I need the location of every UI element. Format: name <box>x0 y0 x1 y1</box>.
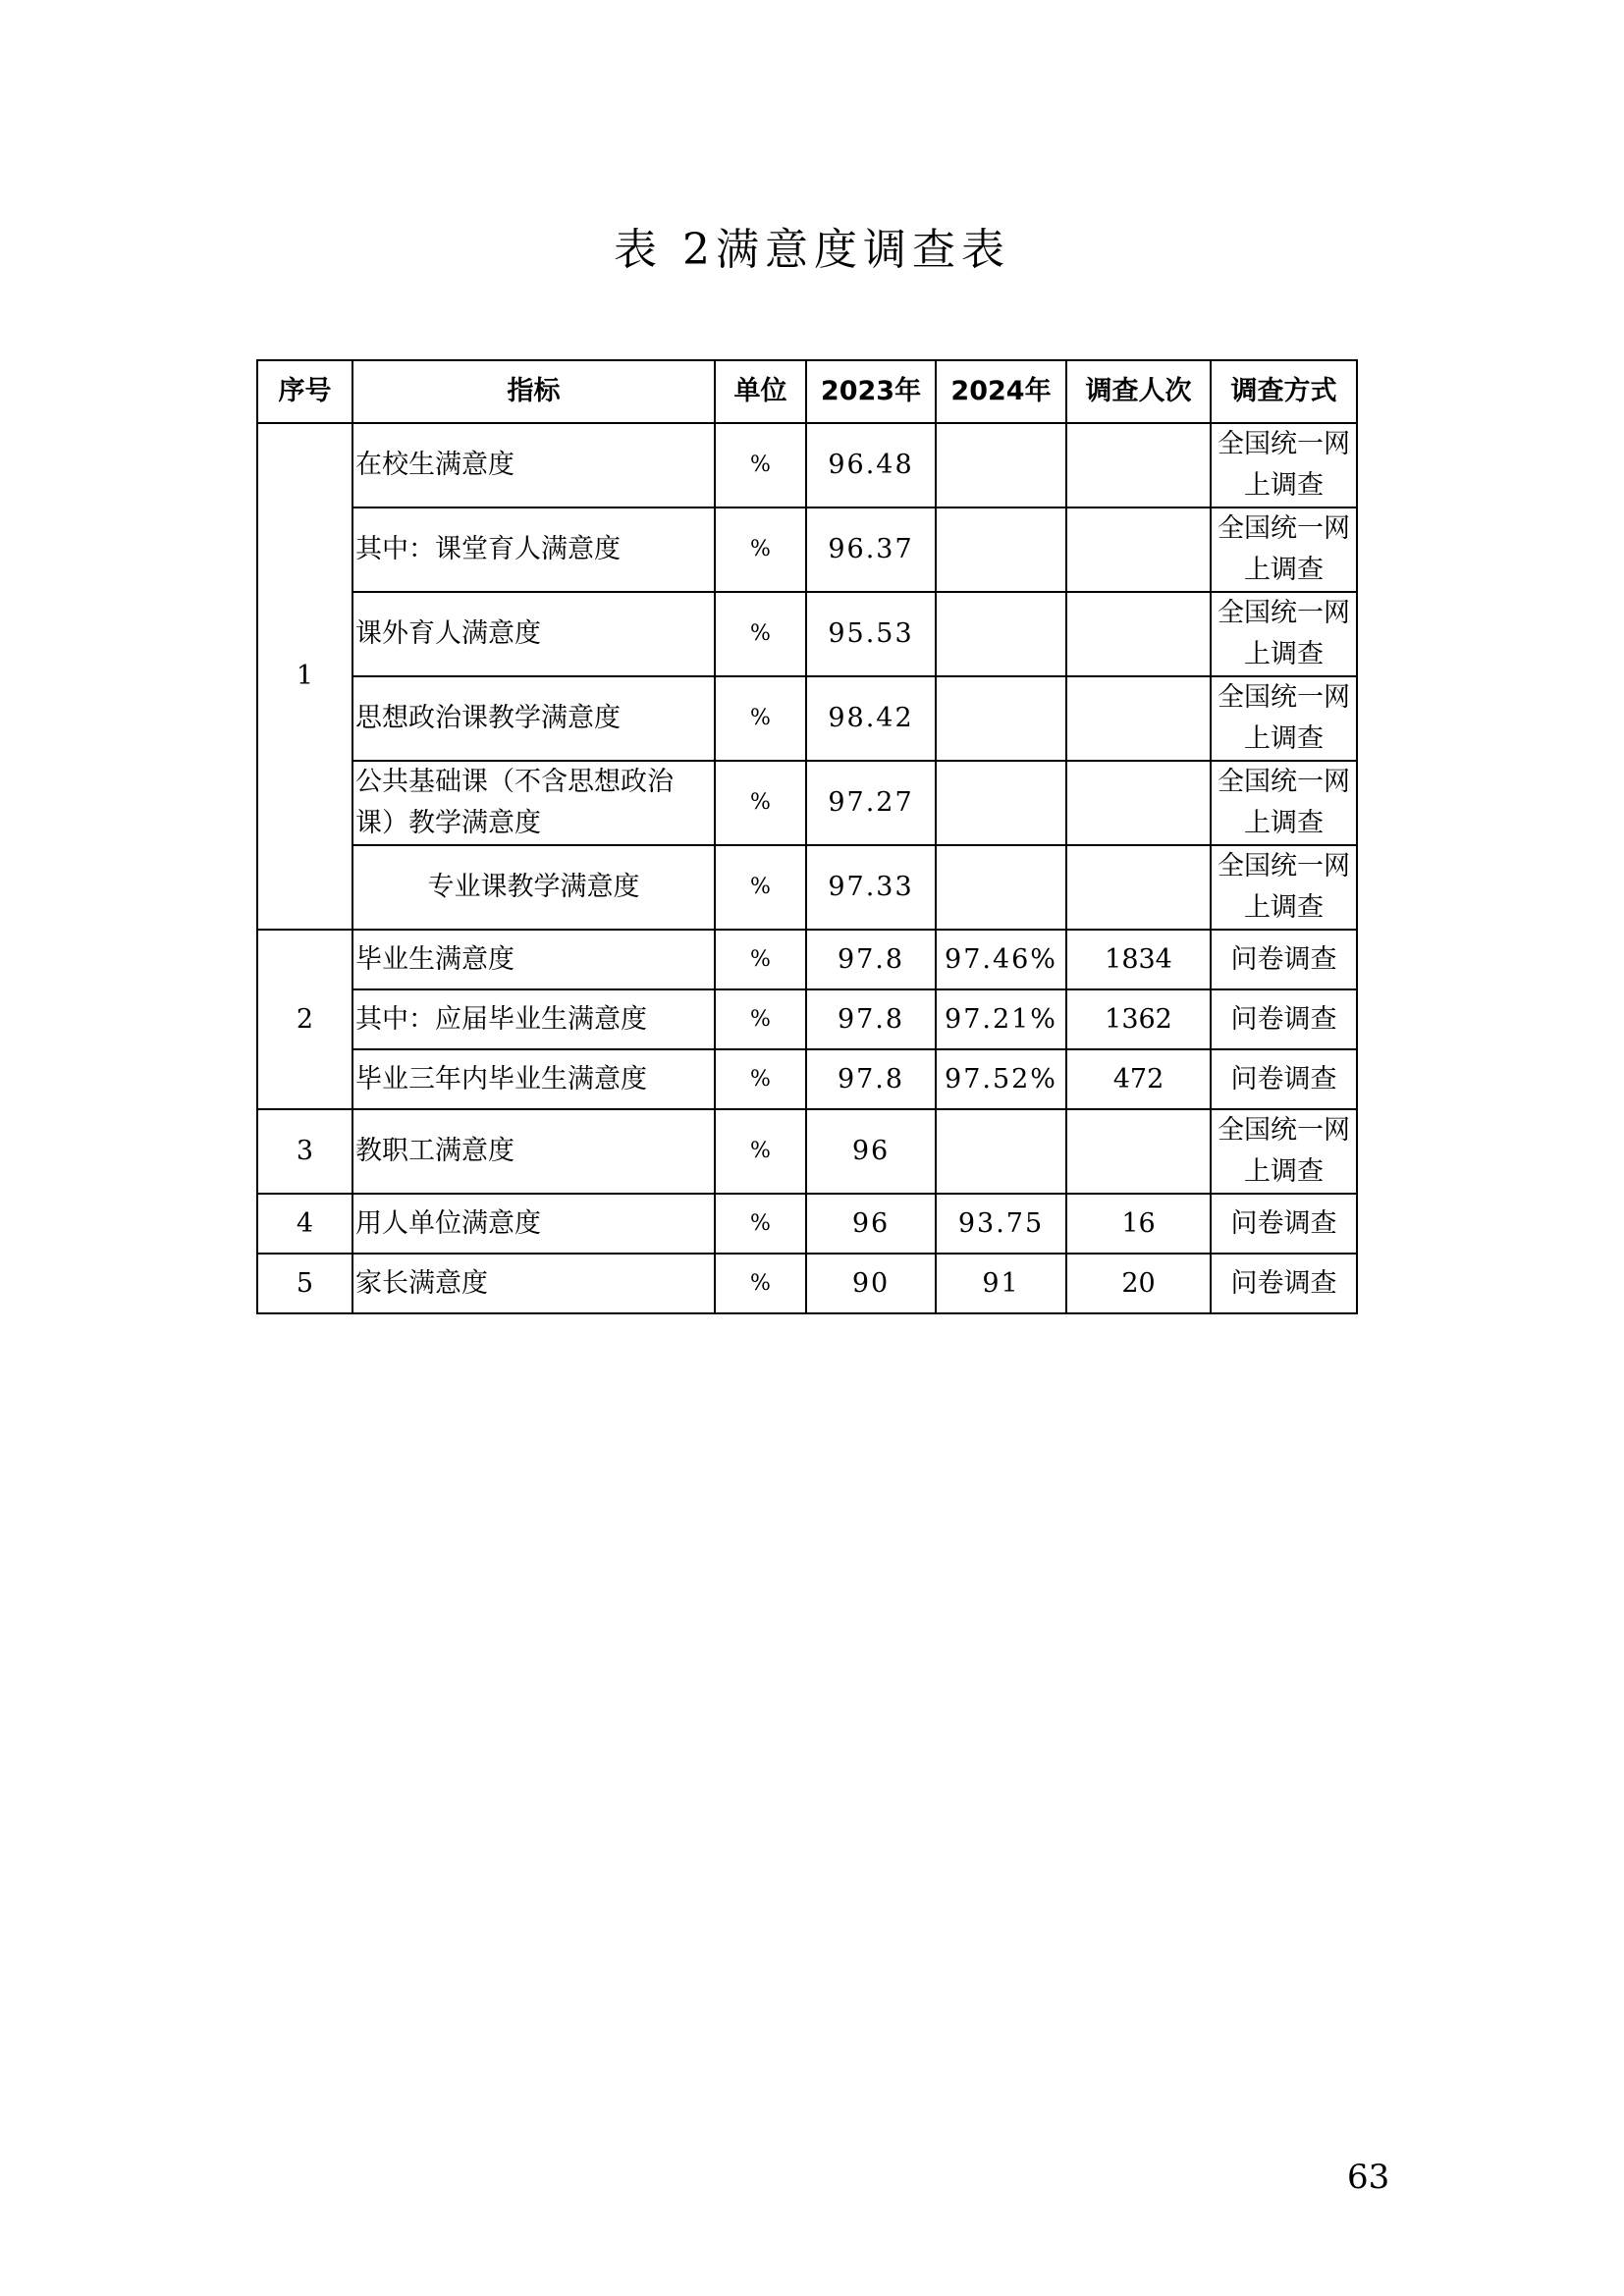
header-method: 调查方式 <box>1211 360 1357 423</box>
seq-cell: 4 <box>257 1194 352 1254</box>
indicator-cell: 家长满意度 <box>352 1254 715 1313</box>
indicator-cell: 思想政治课教学满意度 <box>352 676 715 761</box>
method-cell: 全国统一网上调查 <box>1211 592 1357 676</box>
header-seq: 序号 <box>257 360 352 423</box>
table-row <box>257 1194 1357 1254</box>
method-cell: 问卷调查 <box>1211 989 1357 1049</box>
unit-cell: % <box>715 507 806 592</box>
page-number: 63 <box>1347 2158 1390 2197</box>
unit-cell: % <box>715 1109 806 1194</box>
unit-cell: % <box>715 423 806 507</box>
unit-cell: % <box>715 1049 806 1109</box>
value-2023-cell: 96.48 <box>806 423 936 507</box>
value-2023-cell: 95.53 <box>806 592 936 676</box>
method-cell: 全国统一网上调查 <box>1211 761 1357 845</box>
indicator-cell: 公共基础课（不含思想政治课）教学满意度 <box>352 761 715 845</box>
indicator-cell: 毕业生满意度 <box>352 930 715 989</box>
value-2024-cell <box>936 761 1066 845</box>
satisfaction-table <box>256 359 1358 1314</box>
seq-cell: 3 <box>257 1109 352 1194</box>
table-row <box>257 592 1357 676</box>
table-row <box>257 761 1357 845</box>
method-cell: 全国统一网上调查 <box>1211 423 1357 507</box>
value-2024-cell: 97.52% <box>936 1049 1066 1109</box>
value-2024-cell: 97.21% <box>936 989 1066 1049</box>
unit-cell: % <box>715 676 806 761</box>
table-row <box>257 1254 1357 1313</box>
count-cell <box>1066 423 1211 507</box>
indicator-cell: 教职工满意度 <box>352 1109 715 1194</box>
table-row <box>257 845 1357 930</box>
indicator-cell: 课外育人满意度 <box>352 592 715 676</box>
seq-cell: 5 <box>257 1254 352 1313</box>
method-cell: 问卷调查 <box>1211 1194 1357 1254</box>
method-cell: 全国统一网上调查 <box>1211 507 1357 592</box>
unit-cell: % <box>715 1254 806 1313</box>
unit-cell: % <box>715 930 806 989</box>
unit-cell: % <box>715 761 806 845</box>
unit-cell: % <box>715 845 806 930</box>
count-cell: 16 <box>1066 1194 1211 1254</box>
method-cell: 问卷调查 <box>1211 1049 1357 1109</box>
seq-cell: 2 <box>257 930 352 1109</box>
value-2023-cell: 97.8 <box>806 1049 936 1109</box>
count-cell: 1362 <box>1066 989 1211 1049</box>
header-count: 调查人次 <box>1066 360 1211 423</box>
unit-cell: % <box>715 592 806 676</box>
value-2023-cell: 97.8 <box>806 989 936 1049</box>
table-row <box>257 507 1357 592</box>
value-2023-cell: 96 <box>806 1194 936 1254</box>
count-cell: 472 <box>1066 1049 1211 1109</box>
value-2023-cell: 96 <box>806 1109 936 1194</box>
header-indicator: 指标 <box>352 360 715 423</box>
count-cell: 1834 <box>1066 930 1211 989</box>
table-row <box>257 1109 1357 1194</box>
value-2024-cell: 93.75 <box>936 1194 1066 1254</box>
count-cell: 20 <box>1066 1254 1211 1313</box>
indicator-cell: 其中：应届毕业生满意度 <box>352 989 715 1049</box>
table-row <box>257 989 1357 1049</box>
method-cell: 问卷调查 <box>1211 930 1357 989</box>
table-row <box>257 1049 1357 1109</box>
indicator-cell: 在校生满意度 <box>352 423 715 507</box>
value-2024-cell <box>936 423 1066 507</box>
header-unit: 单位 <box>715 360 806 423</box>
table-row <box>257 676 1357 761</box>
seq-cell: 1 <box>257 423 352 930</box>
table-row <box>257 930 1357 989</box>
indicator-cell: 专业课教学满意度 <box>352 845 715 930</box>
value-2023-cell: 97.33 <box>806 845 936 930</box>
header-2023: 2023年 <box>806 360 936 423</box>
value-2024-cell <box>936 592 1066 676</box>
value-2024-cell: 91 <box>936 1254 1066 1313</box>
header-2024: 2024年 <box>936 360 1066 423</box>
indicator-cell: 毕业三年内毕业生满意度 <box>352 1049 715 1109</box>
value-2023-cell: 98.42 <box>806 676 936 761</box>
method-cell: 全国统一网上调查 <box>1211 1109 1357 1194</box>
count-cell <box>1066 507 1211 592</box>
value-2023-cell: 90 <box>806 1254 936 1313</box>
value-2024-cell <box>936 507 1066 592</box>
count-cell <box>1066 761 1211 845</box>
value-2024-cell <box>936 845 1066 930</box>
count-cell <box>1066 845 1211 930</box>
value-2023-cell: 96.37 <box>806 507 936 592</box>
value-2023-cell: 97.27 <box>806 761 936 845</box>
count-cell <box>1066 1109 1211 1194</box>
method-cell: 全国统一网上调查 <box>1211 845 1357 930</box>
method-cell: 全国统一网上调查 <box>1211 676 1357 761</box>
indicator-cell: 其中：课堂育人满意度 <box>352 507 715 592</box>
unit-cell: % <box>715 1194 806 1254</box>
table-row <box>257 423 1357 507</box>
count-cell <box>1066 592 1211 676</box>
value-2024-cell <box>936 1109 1066 1194</box>
header-row <box>257 360 1357 423</box>
table-title: 表 2满意度调查表 <box>614 225 1010 275</box>
unit-cell: % <box>715 989 806 1049</box>
value-2024-cell <box>936 676 1066 761</box>
value-2024-cell: 97.46% <box>936 930 1066 989</box>
method-cell: 问卷调查 <box>1211 1254 1357 1313</box>
value-2023-cell: 97.8 <box>806 930 936 989</box>
indicator-cell: 用人单位满意度 <box>352 1194 715 1254</box>
count-cell <box>1066 676 1211 761</box>
